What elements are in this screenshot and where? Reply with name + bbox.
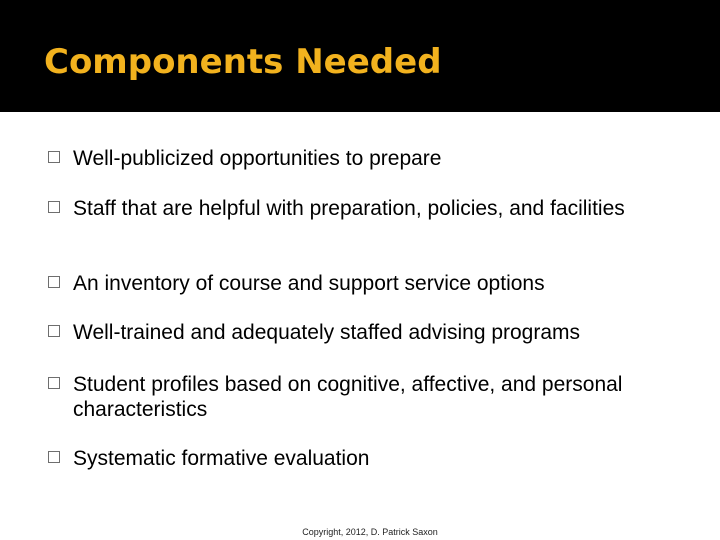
slide-title: Components Needed <box>44 42 442 82</box>
bullet-item <box>48 320 688 345</box>
bullet-square-icon <box>48 377 60 389</box>
bullet-item <box>48 372 688 422</box>
bullet-item <box>48 146 688 171</box>
bullet-square-icon <box>48 201 60 213</box>
bullet-text: Student profiles based on cognitive, affective, and personal characteristics <box>73 373 623 421</box>
bullet-item <box>48 196 688 221</box>
bullet-square-icon <box>48 325 60 337</box>
copyright-footer: Copyright, 2012, D. Patrick Saxon <box>302 527 438 537</box>
bullet-text: Staff that are helpful with preparation, policies, and facilities <box>73 197 625 220</box>
bullet-text: Systematic formative evaluation <box>73 447 370 470</box>
bullet-item <box>48 271 688 296</box>
bullet-square-icon <box>48 276 60 288</box>
bullet-square-icon <box>48 151 60 163</box>
bullet-text: Well-publicized opportunities to prepare <box>73 147 442 170</box>
bullet-square-icon <box>48 451 60 463</box>
bullet-text: An inventory of course and support service options <box>73 272 545 295</box>
bullet-list <box>48 0 698 540</box>
bullet-text: Well-trained and adequately staffed advising programs <box>73 321 581 344</box>
bullet-item <box>48 446 688 471</box>
